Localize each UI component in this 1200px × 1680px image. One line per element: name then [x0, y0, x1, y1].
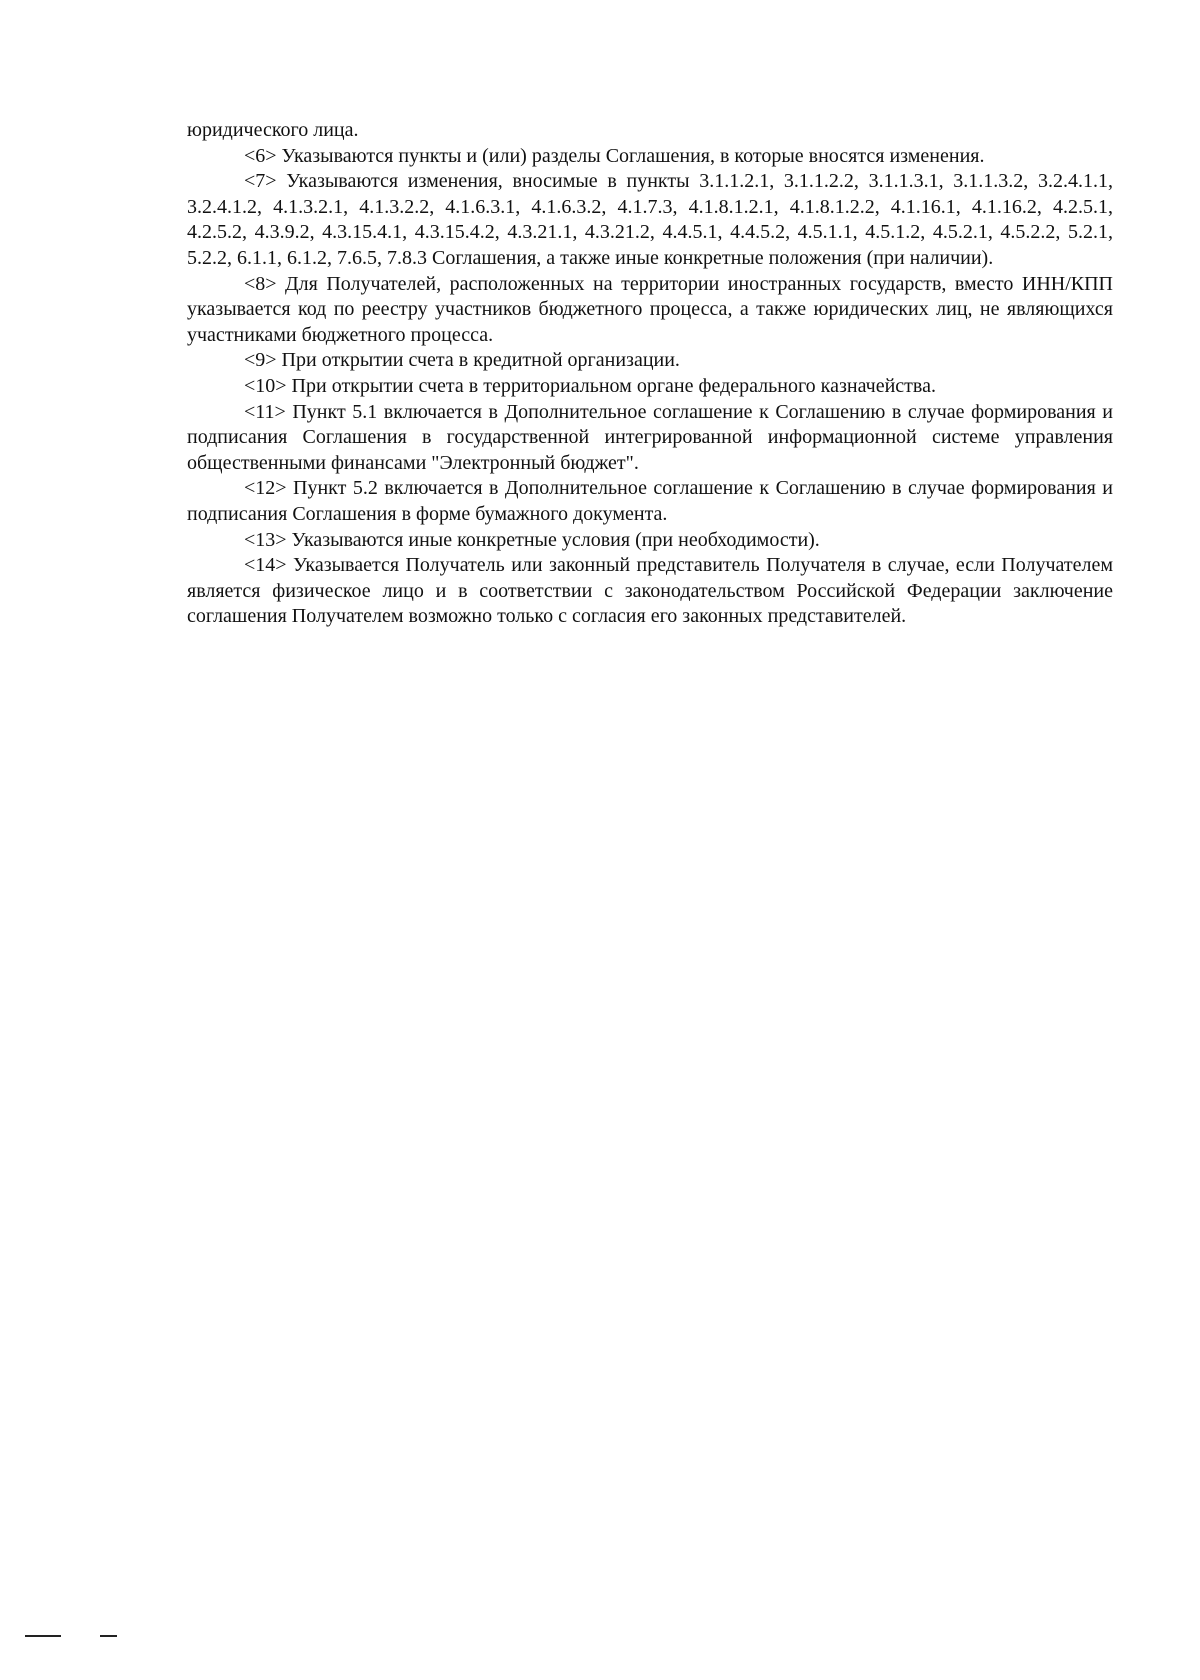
footnote-8: <8> Для Получателей, расположенных на территории иностранных государств, вместо ИНН/КПП указывается код по реестру участников бюджетного процесса, а также юридических лиц, не являющихся участниками бюджетного процесса.	[187, 272, 1113, 346]
footnote-12: <12> Пункт 5.2 включается в Дополнительное соглашение к Соглашению в случае формирования и подписания Соглашения в форме бумажного документа.	[187, 477, 1113, 525]
footnote-14: <14> Указывается Получатель или законный представитель Получателя в случае, если Получателем является физическое лицо и в соответствии с законодательством Российской Федерации заключение соглашения Получателем возможно только с согласия его законных представителей.	[187, 554, 1113, 628]
footnote-7: <7> Указываются изменения, вносимые в пункты 3.1.1.2.1, 3.1.1.2.2, 3.1.1.3.1, 3.1.1.3.2, 3.2.4.1.1, 3.2.4.1.2, 4.1.3.2.1, 4.1.3.2.2, 4.1.6.3.1, 4.1.6.3.2, 4.1.7.3, 4.1.8.1.2.1, 4.1.8.1.2.2, 4.1.16.1, 4.1.16.2, 4.2.5.1, 4.2.5.2, 4.3.9.2, 4.3.15.4.1, 4.3.15.4.2, 4.3.21.1, 4.3.21.2, 4.4.5.1, 4.4.5.2, 4.5.1.1, 4.5.1.2, 4.5.2.1, 4.5.2.2, 5.2.1, 5.2.2, 6.1.1, 6.1.2, 7.6.5, 7.8.3 Соглашения, а также иные конкретные положения (при наличии).	[187, 170, 1113, 269]
footnote-6: <6> Указываются пункты и (или) разделы Соглашения, в которые вносятся изменения.	[244, 144, 985, 167]
footnote-13: <13> Указываются иные конкретные условия (при необходимости).	[244, 528, 820, 551]
footnote-9: <9> При открытии счета в кредитной организации.	[244, 349, 680, 372]
scan-edge-mark	[100, 1635, 117, 1637]
footnote-11: <11> Пункт 5.1 включается в Дополнительное соглашение к Соглашению в случае формирования и подписания Соглашения в государственной интегрированной информационной системе управления общественными финансами "Электронный бюджет".	[187, 400, 1113, 474]
footnote-10: <10> При открытии счета в территориальном органе федерального казначейства.	[244, 374, 936, 397]
scan-edge-mark	[25, 1635, 61, 1637]
footnote-continuation: юридического лица.	[187, 119, 359, 141]
footnotes-text	[187, 118, 1113, 630]
